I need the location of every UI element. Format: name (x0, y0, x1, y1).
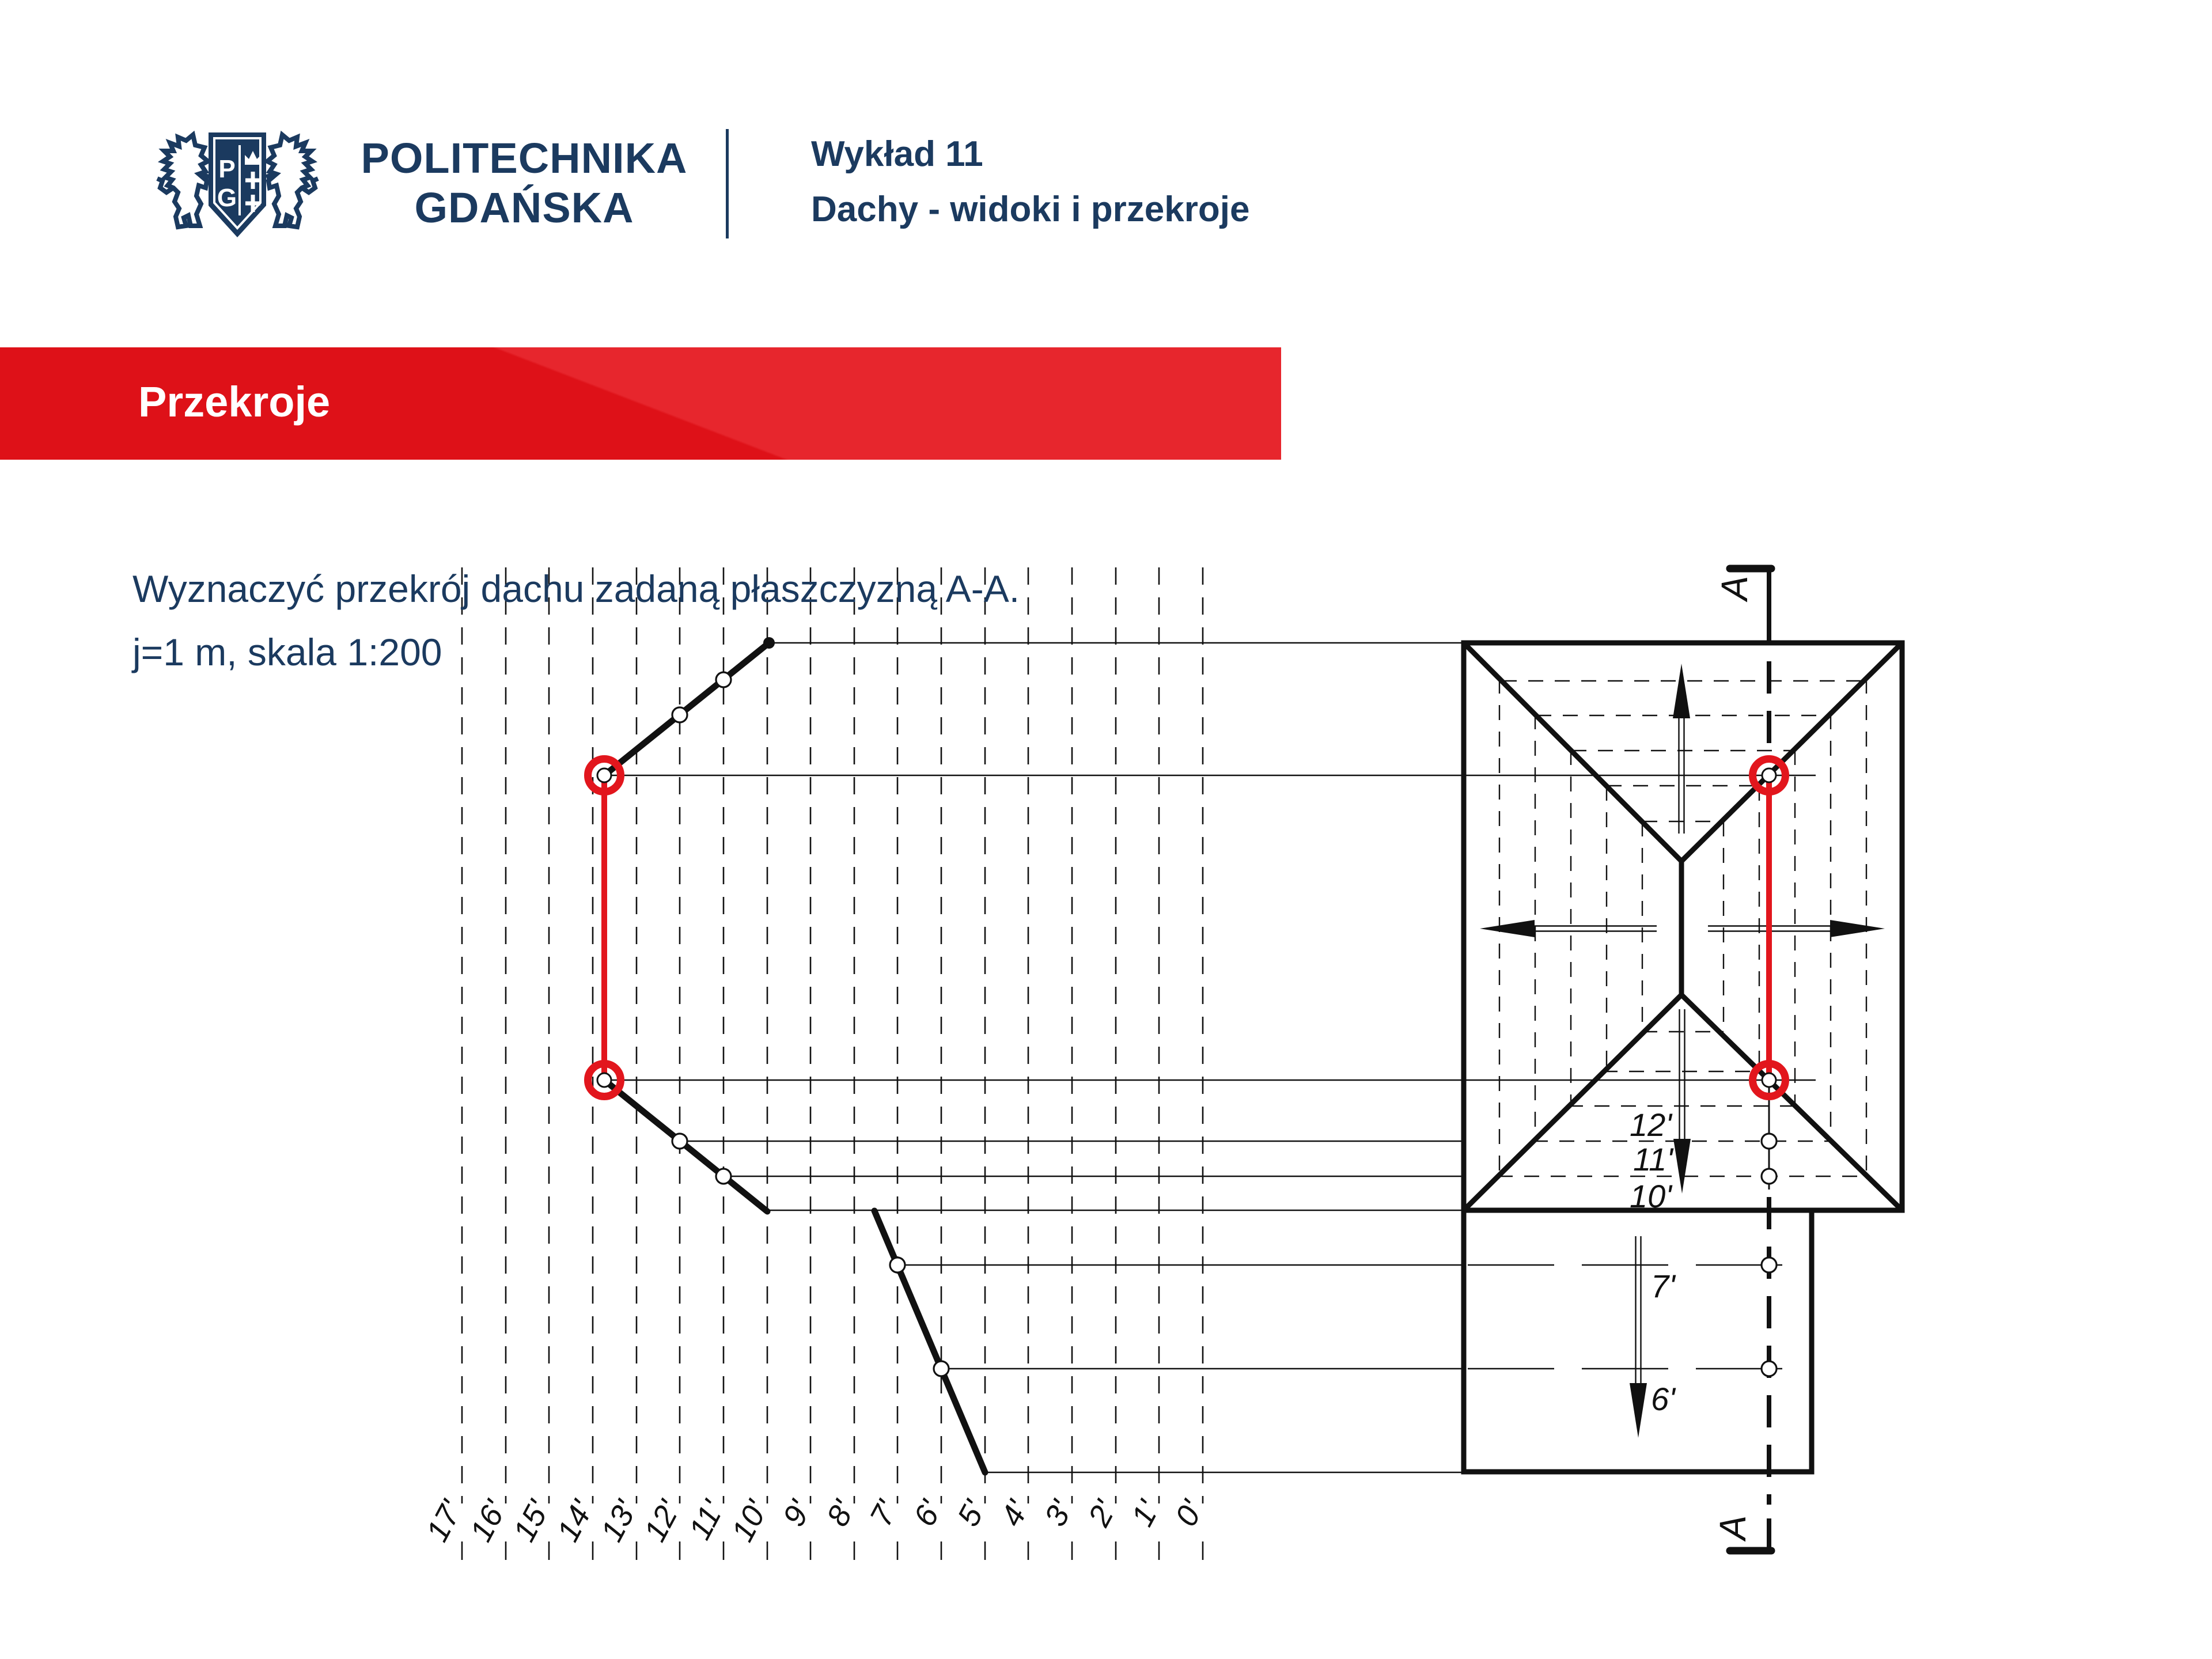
arrow-head-up (1673, 664, 1690, 718)
plan-height-label: 6' (1651, 1381, 1675, 1417)
university-name-line1: POLITECHNIKA (361, 134, 688, 182)
intersection-point (1762, 1073, 1776, 1087)
construction-point (1762, 1361, 1777, 1376)
logo-monogram-g: G (217, 184, 237, 212)
construction-point (716, 672, 731, 687)
slope-peak-dot (763, 637, 775, 649)
construction-point (672, 707, 687, 722)
plan-height-label: 12' (1630, 1107, 1672, 1143)
projection-label: 14' (550, 1495, 600, 1547)
construction-point (890, 1257, 905, 1272)
projection-label: 9' (776, 1495, 818, 1532)
projection-label: 4' (994, 1495, 1036, 1532)
hip-line (1681, 995, 1902, 1210)
projection-label: 13' (594, 1495, 644, 1547)
projection-label: 1' (1124, 1495, 1166, 1532)
section-letter-bottom: A (1712, 1515, 1753, 1540)
projection-label: 5' (950, 1495, 993, 1532)
lion-icon-left (157, 135, 209, 227)
projection-label: 2' (1081, 1495, 1123, 1532)
banner-title: Przekroje (138, 377, 331, 426)
projection-label: 3' (1037, 1495, 1080, 1532)
hip-line (1464, 643, 1681, 861)
arrow-head-down (1673, 1139, 1691, 1194)
university-name-line2: GDAŃSKA (414, 184, 634, 232)
lecture-number: Wykład 11 (811, 134, 983, 174)
projection-label: 11' (682, 1495, 731, 1546)
projection-label: 6' (907, 1495, 949, 1532)
construction-point (1762, 1169, 1777, 1184)
header-divider (726, 129, 729, 238)
construction-point (1762, 1257, 1777, 1272)
plan-height-label: 10' (1630, 1178, 1672, 1214)
roof-slope-line (874, 1211, 985, 1472)
hip-line (1681, 643, 1902, 861)
arrow-head-down (1630, 1383, 1647, 1438)
construction-point (934, 1361, 949, 1376)
intersection-point (597, 1073, 611, 1087)
roof-slope-line (604, 643, 769, 775)
lecture-header (811, 134, 1249, 230)
construction-point (1762, 1134, 1777, 1149)
projection-label: 7' (863, 1495, 905, 1532)
projection-label: 15' (506, 1495, 556, 1547)
lion-icon-right (266, 135, 318, 227)
arrow-head-right (1830, 920, 1885, 937)
construction-point (672, 1134, 687, 1149)
logo-monogram-p: P (218, 155, 236, 183)
university-logo (141, 128, 334, 241)
projection-label: 16' (463, 1495, 513, 1547)
task-text-line1: Wyznaczyć przekrój dachu zadaną płaszczyzną A-A. (132, 567, 1020, 610)
shield-icon (209, 132, 266, 237)
projection-label: 10' (725, 1495, 775, 1547)
lecture-title: Dachy - widoki i przekroje (811, 190, 1250, 229)
arrow-head-left (1480, 920, 1535, 937)
university-name (323, 134, 726, 233)
plan-height-label: 11' (1633, 1141, 1673, 1177)
projection-label: 8' (820, 1495, 862, 1532)
section-banner (0, 347, 1281, 460)
section-letter-top: A (1714, 575, 1755, 601)
task-text-line2: j=1 m, skala 1:200 (132, 631, 442, 673)
plan-height-label: 7' (1651, 1268, 1675, 1304)
projection-label: 12' (637, 1495, 687, 1547)
construction-point (716, 1169, 731, 1184)
intersection-point (597, 768, 611, 782)
projection-label: 17' (419, 1495, 469, 1547)
intersection-point (1762, 768, 1776, 782)
projection-label: 0' (1168, 1495, 1210, 1532)
